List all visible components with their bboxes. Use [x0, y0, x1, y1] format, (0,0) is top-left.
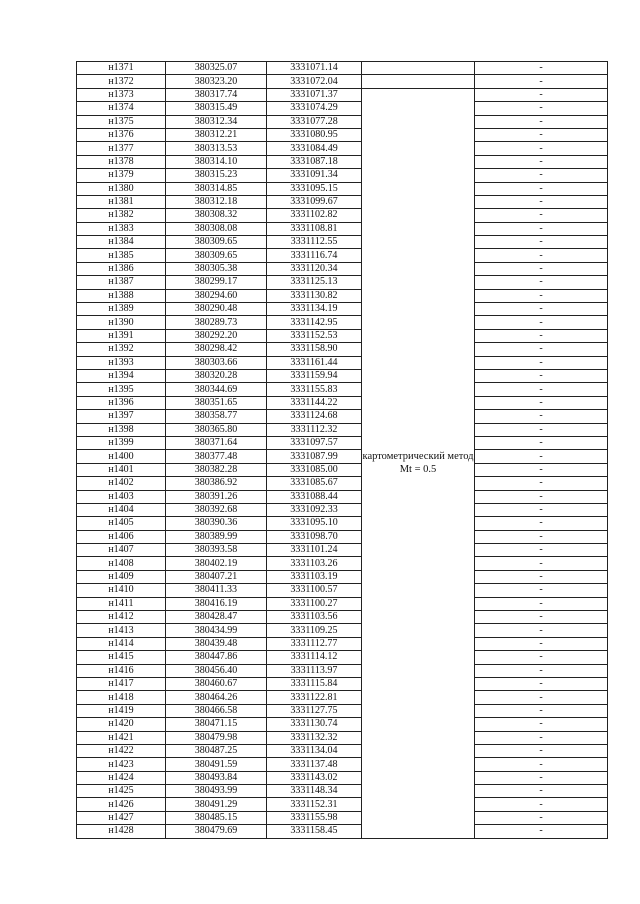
y-coordinate-cell: 3331137.48 [267, 758, 362, 771]
note-cell: - [475, 115, 608, 128]
point-name-cell: н1407 [77, 544, 166, 557]
y-coordinate-cell: 3331091.34 [267, 169, 362, 182]
y-coordinate-cell: 3331084.49 [267, 142, 362, 155]
point-name-cell: н1418 [77, 691, 166, 704]
y-coordinate-cell: 3331122.81 [267, 691, 362, 704]
y-coordinate-cell: 3331112.77 [267, 637, 362, 650]
table-row [77, 276, 608, 289]
y-coordinate-cell: 3331142.95 [267, 316, 362, 329]
table-row [77, 798, 608, 811]
point-name-cell: н1410 [77, 584, 166, 597]
y-coordinate-cell: 3331077.28 [267, 115, 362, 128]
note-cell: - [475, 771, 608, 784]
table-row [77, 316, 608, 329]
point-name-cell: н1412 [77, 611, 166, 624]
table-row [77, 744, 608, 757]
note-cell: - [475, 182, 608, 195]
table-row [77, 396, 608, 409]
table-row [77, 62, 608, 75]
note-cell: - [475, 731, 608, 744]
y-coordinate-cell: 3331130.74 [267, 718, 362, 731]
point-name-cell: н1401 [77, 463, 166, 476]
table-row [77, 704, 608, 717]
note-cell: - [475, 463, 608, 476]
note-cell: - [475, 503, 608, 516]
table-row [77, 410, 608, 423]
note-cell: - [475, 142, 608, 155]
y-coordinate-cell: 3331100.57 [267, 584, 362, 597]
note-cell: - [475, 356, 608, 369]
x-coordinate-cell: 380290.48 [166, 303, 267, 316]
y-coordinate-cell: 3331087.99 [267, 450, 362, 463]
y-coordinate-cell: 3331101.24 [267, 544, 362, 557]
point-name-cell: н1406 [77, 530, 166, 543]
x-coordinate-cell: 380393.58 [166, 544, 267, 557]
x-coordinate-cell: 380313.53 [166, 142, 267, 155]
table-row [77, 289, 608, 302]
table-row [77, 517, 608, 530]
point-name-cell: н1402 [77, 477, 166, 490]
x-coordinate-cell: 380365.80 [166, 423, 267, 436]
point-name-cell: н1377 [77, 142, 166, 155]
x-coordinate-cell: 380464.26 [166, 691, 267, 704]
note-cell: - [475, 718, 608, 731]
point-name-cell: н1388 [77, 289, 166, 302]
point-name-cell: н1419 [77, 704, 166, 717]
point-name-cell: н1391 [77, 329, 166, 342]
point-name-cell: н1374 [77, 102, 166, 115]
table-row [77, 771, 608, 784]
table-row [77, 825, 608, 838]
y-coordinate-cell: 3331112.32 [267, 423, 362, 436]
point-name-cell: н1392 [77, 343, 166, 356]
table-row [77, 584, 608, 597]
x-coordinate-cell: 380344.69 [166, 383, 267, 396]
x-coordinate-cell: 380305.38 [166, 262, 267, 275]
table-row [77, 262, 608, 275]
point-name-cell: н1393 [77, 356, 166, 369]
table-row [77, 637, 608, 650]
y-coordinate-cell: 3331134.19 [267, 303, 362, 316]
y-coordinate-cell: 3331132.32 [267, 731, 362, 744]
table-row [77, 570, 608, 583]
table-row [77, 383, 608, 396]
y-coordinate-cell: 3331134.04 [267, 744, 362, 757]
method-note-cell: картометрический метод Mt = 0.5 [362, 88, 475, 838]
table-row [77, 436, 608, 449]
y-coordinate-cell: 3331125.13 [267, 276, 362, 289]
note-cell: - [475, 436, 608, 449]
note-cell: - [475, 410, 608, 423]
point-name-cell: н1428 [77, 825, 166, 838]
x-coordinate-cell: 380447.86 [166, 651, 267, 664]
x-coordinate-cell: 380389.99 [166, 530, 267, 543]
table-row [77, 329, 608, 342]
x-coordinate-cell: 380411.33 [166, 584, 267, 597]
x-coordinate-cell: 380428.47 [166, 611, 267, 624]
note-cell: - [475, 530, 608, 543]
y-coordinate-cell: 3331148.34 [267, 785, 362, 798]
table-row [77, 785, 608, 798]
table-row [77, 611, 608, 624]
table-row [77, 423, 608, 436]
y-coordinate-cell: 3331120.34 [267, 262, 362, 275]
note-cell: - [475, 209, 608, 222]
table-row [77, 691, 608, 704]
x-coordinate-cell: 380315.23 [166, 169, 267, 182]
table-row [77, 142, 608, 155]
table-row [77, 503, 608, 516]
note-cell: - [475, 637, 608, 650]
table-row [77, 450, 608, 463]
table-row [77, 624, 608, 637]
note-cell: - [475, 195, 608, 208]
point-name-cell: н1385 [77, 249, 166, 262]
x-coordinate-cell: 380460.67 [166, 677, 267, 690]
note-cell: - [475, 651, 608, 664]
note-cell: - [475, 88, 608, 101]
x-coordinate-cell: 380289.73 [166, 316, 267, 329]
point-name-cell: н1390 [77, 316, 166, 329]
y-coordinate-cell: 3331158.90 [267, 343, 362, 356]
note-cell: - [475, 236, 608, 249]
x-coordinate-cell: 380416.19 [166, 597, 267, 610]
y-coordinate-cell: 3331099.67 [267, 195, 362, 208]
point-name-cell: н1395 [77, 383, 166, 396]
note-cell: - [475, 544, 608, 557]
point-name-cell: н1376 [77, 128, 166, 141]
method-cell-empty [362, 62, 475, 75]
table-row [77, 731, 608, 744]
point-name-cell: н1421 [77, 731, 166, 744]
x-coordinate-cell: 380320.28 [166, 369, 267, 382]
x-coordinate-cell: 380312.21 [166, 128, 267, 141]
note-cell: - [475, 624, 608, 637]
table-row [77, 811, 608, 824]
y-coordinate-cell: 3331102.82 [267, 209, 362, 222]
table-row [77, 369, 608, 382]
point-name-cell: н1373 [77, 88, 166, 101]
point-name-cell: н1427 [77, 811, 166, 824]
note-cell: - [475, 369, 608, 382]
x-coordinate-cell: 380377.48 [166, 450, 267, 463]
x-coordinate-cell: 380456.40 [166, 664, 267, 677]
note-cell: - [475, 303, 608, 316]
point-name-cell: н1384 [77, 236, 166, 249]
x-coordinate-cell: 380434.99 [166, 624, 267, 637]
note-cell: - [475, 169, 608, 182]
y-coordinate-cell: 3331103.26 [267, 557, 362, 570]
point-name-cell: н1397 [77, 410, 166, 423]
note-cell: - [475, 758, 608, 771]
y-coordinate-cell: 3331130.82 [267, 289, 362, 302]
table-row [77, 356, 608, 369]
x-coordinate-cell: 380392.68 [166, 503, 267, 516]
note-cell: - [475, 517, 608, 530]
point-name-cell: н1415 [77, 651, 166, 664]
note-cell: - [475, 597, 608, 610]
x-coordinate-cell: 380407.21 [166, 570, 267, 583]
note-cell: - [475, 396, 608, 409]
note-cell: - [475, 75, 608, 88]
note-cell: - [475, 785, 608, 798]
y-coordinate-cell: 3331071.37 [267, 88, 362, 101]
y-coordinate-cell: 3331143.02 [267, 771, 362, 784]
point-name-cell: н1379 [77, 169, 166, 182]
point-name-cell: н1398 [77, 423, 166, 436]
table-row [77, 128, 608, 141]
point-name-cell: н1380 [77, 182, 166, 195]
y-coordinate-cell: 3331097.57 [267, 436, 362, 449]
x-coordinate-cell: 380315.49 [166, 102, 267, 115]
point-name-cell: н1378 [77, 155, 166, 168]
x-coordinate-cell: 380371.64 [166, 436, 267, 449]
y-coordinate-cell: 3331158.45 [267, 825, 362, 838]
y-coordinate-cell: 3331127.75 [267, 704, 362, 717]
point-name-cell: н1417 [77, 677, 166, 690]
x-coordinate-cell: 380309.65 [166, 249, 267, 262]
point-name-cell: н1413 [77, 624, 166, 637]
x-coordinate-cell: 380485.15 [166, 811, 267, 824]
y-coordinate-cell: 3331085.67 [267, 477, 362, 490]
point-name-cell: н1425 [77, 785, 166, 798]
x-coordinate-cell: 380479.69 [166, 825, 267, 838]
note-cell: - [475, 477, 608, 490]
table-row [77, 544, 608, 557]
note-cell: - [475, 262, 608, 275]
note-cell: - [475, 691, 608, 704]
table-row [77, 303, 608, 316]
y-coordinate-cell: 3331109.25 [267, 624, 362, 637]
y-coordinate-cell: 3331116.74 [267, 249, 362, 262]
x-coordinate-cell: 380493.84 [166, 771, 267, 784]
y-coordinate-cell: 3331152.53 [267, 329, 362, 342]
point-name-cell: н1424 [77, 771, 166, 784]
method-cell-empty [362, 75, 475, 88]
note-cell: - [475, 798, 608, 811]
point-name-cell: н1405 [77, 517, 166, 530]
table-row [77, 249, 608, 262]
y-coordinate-cell: 3331155.98 [267, 811, 362, 824]
point-name-cell: н1426 [77, 798, 166, 811]
x-coordinate-cell: 380308.32 [166, 209, 267, 222]
note-cell: - [475, 570, 608, 583]
table-row [77, 115, 608, 128]
note-cell: - [475, 584, 608, 597]
x-coordinate-cell: 380402.19 [166, 557, 267, 570]
point-name-cell: н1394 [77, 369, 166, 382]
x-coordinate-cell: 380309.65 [166, 236, 267, 249]
x-coordinate-cell: 380391.26 [166, 490, 267, 503]
note-cell: - [475, 276, 608, 289]
point-name-cell: н1389 [77, 303, 166, 316]
table-row [77, 718, 608, 731]
table-row [77, 490, 608, 503]
point-name-cell: н1404 [77, 503, 166, 516]
table-row [77, 102, 608, 115]
x-coordinate-cell: 380323.20 [166, 75, 267, 88]
point-name-cell: н1416 [77, 664, 166, 677]
y-coordinate-cell: 3331113.97 [267, 664, 362, 677]
table-row [77, 182, 608, 195]
x-coordinate-cell: 380471.15 [166, 718, 267, 731]
y-coordinate-cell: 3331159.94 [267, 369, 362, 382]
point-name-cell: н1386 [77, 262, 166, 275]
table-row [77, 557, 608, 570]
y-coordinate-cell: 3331080.95 [267, 128, 362, 141]
point-name-cell: н1422 [77, 744, 166, 757]
note-cell: - [475, 677, 608, 690]
note-cell: - [475, 329, 608, 342]
note-cell: - [475, 343, 608, 356]
note-cell: - [475, 249, 608, 262]
coordinates-table [76, 61, 608, 839]
table-row [77, 664, 608, 677]
point-name-cell: н1409 [77, 570, 166, 583]
y-coordinate-cell: 3331074.29 [267, 102, 362, 115]
table-row [77, 155, 608, 168]
note-cell: - [475, 450, 608, 463]
table-row [77, 597, 608, 610]
y-coordinate-cell: 3331108.81 [267, 222, 362, 235]
point-name-cell: н1420 [77, 718, 166, 731]
coordinates-table-body [77, 62, 608, 839]
note-cell: - [475, 62, 608, 75]
x-coordinate-cell: 380303.66 [166, 356, 267, 369]
y-coordinate-cell: 3331161.44 [267, 356, 362, 369]
point-name-cell: н1375 [77, 115, 166, 128]
point-name-cell: н1387 [77, 276, 166, 289]
note-cell: - [475, 744, 608, 757]
note-cell: - [475, 383, 608, 396]
point-name-cell: н1382 [77, 209, 166, 222]
y-coordinate-cell: 3331124.68 [267, 410, 362, 423]
note-cell: - [475, 102, 608, 115]
y-coordinate-cell: 3331112.55 [267, 236, 362, 249]
x-coordinate-cell: 380493.99 [166, 785, 267, 798]
point-name-cell: н1400 [77, 450, 166, 463]
x-coordinate-cell: 380358.77 [166, 410, 267, 423]
x-coordinate-cell: 380382.28 [166, 463, 267, 476]
y-coordinate-cell: 3331100.27 [267, 597, 362, 610]
y-coordinate-cell: 3331088.44 [267, 490, 362, 503]
table-row [77, 195, 608, 208]
y-coordinate-cell: 3331072.04 [267, 75, 362, 88]
y-coordinate-cell: 3331115.84 [267, 677, 362, 690]
table-row [77, 75, 608, 88]
x-coordinate-cell: 380351.65 [166, 396, 267, 409]
x-coordinate-cell: 380317.74 [166, 88, 267, 101]
x-coordinate-cell: 380386.92 [166, 477, 267, 490]
y-coordinate-cell: 3331095.10 [267, 517, 362, 530]
x-coordinate-cell: 380491.29 [166, 798, 267, 811]
point-name-cell: н1408 [77, 557, 166, 570]
note-cell: - [475, 557, 608, 570]
x-coordinate-cell: 380298.42 [166, 343, 267, 356]
x-coordinate-cell: 380439.48 [166, 637, 267, 650]
table-row [77, 463, 608, 476]
table-row [77, 651, 608, 664]
x-coordinate-cell: 380491.59 [166, 758, 267, 771]
y-coordinate-cell: 3331114.12 [267, 651, 362, 664]
x-coordinate-cell: 380479.98 [166, 731, 267, 744]
point-name-cell: н1399 [77, 436, 166, 449]
y-coordinate-cell: 3331092.33 [267, 503, 362, 516]
note-cell: - [475, 155, 608, 168]
y-coordinate-cell: 3331095.15 [267, 182, 362, 195]
point-name-cell: н1371 [77, 62, 166, 75]
note-cell: - [475, 222, 608, 235]
x-coordinate-cell: 380487.25 [166, 744, 267, 757]
point-name-cell: н1381 [77, 195, 166, 208]
point-name-cell: н1414 [77, 637, 166, 650]
note-cell: - [475, 128, 608, 141]
table-row [77, 758, 608, 771]
table-row [77, 236, 608, 249]
table-row [77, 88, 608, 101]
x-coordinate-cell: 380292.20 [166, 329, 267, 342]
table-row [77, 209, 608, 222]
note-cell: - [475, 423, 608, 436]
note-cell: - [475, 490, 608, 503]
note-cell: - [475, 704, 608, 717]
y-coordinate-cell: 3331103.19 [267, 570, 362, 583]
x-coordinate-cell: 380466.58 [166, 704, 267, 717]
x-coordinate-cell: 380312.34 [166, 115, 267, 128]
x-coordinate-cell: 380325.07 [166, 62, 267, 75]
y-coordinate-cell: 3331103.56 [267, 611, 362, 624]
note-cell: - [475, 289, 608, 302]
table-row [77, 169, 608, 182]
point-name-cell: н1411 [77, 597, 166, 610]
x-coordinate-cell: 380312.18 [166, 195, 267, 208]
x-coordinate-cell: 380299.17 [166, 276, 267, 289]
table-row [77, 343, 608, 356]
x-coordinate-cell: 380294.60 [166, 289, 267, 302]
x-coordinate-cell: 380390.36 [166, 517, 267, 530]
point-name-cell: н1423 [77, 758, 166, 771]
y-coordinate-cell: 3331152.31 [267, 798, 362, 811]
y-coordinate-cell: 3331098.70 [267, 530, 362, 543]
point-name-cell: н1372 [77, 75, 166, 88]
x-coordinate-cell: 380314.10 [166, 155, 267, 168]
y-coordinate-cell: 3331144.22 [267, 396, 362, 409]
y-coordinate-cell: 3331087.18 [267, 155, 362, 168]
point-name-cell: н1396 [77, 396, 166, 409]
y-coordinate-cell: 3331155.83 [267, 383, 362, 396]
note-cell: - [475, 611, 608, 624]
y-coordinate-cell: 3331085.00 [267, 463, 362, 476]
table-row [77, 477, 608, 490]
note-cell: - [475, 825, 608, 838]
x-coordinate-cell: 380314.85 [166, 182, 267, 195]
table-row [77, 530, 608, 543]
table-row [77, 222, 608, 235]
point-name-cell: н1403 [77, 490, 166, 503]
point-name-cell: н1383 [77, 222, 166, 235]
x-coordinate-cell: 380308.08 [166, 222, 267, 235]
table-row [77, 677, 608, 690]
note-cell: - [475, 811, 608, 824]
note-cell: - [475, 664, 608, 677]
note-cell: - [475, 316, 608, 329]
y-coordinate-cell: 3331071.14 [267, 62, 362, 75]
